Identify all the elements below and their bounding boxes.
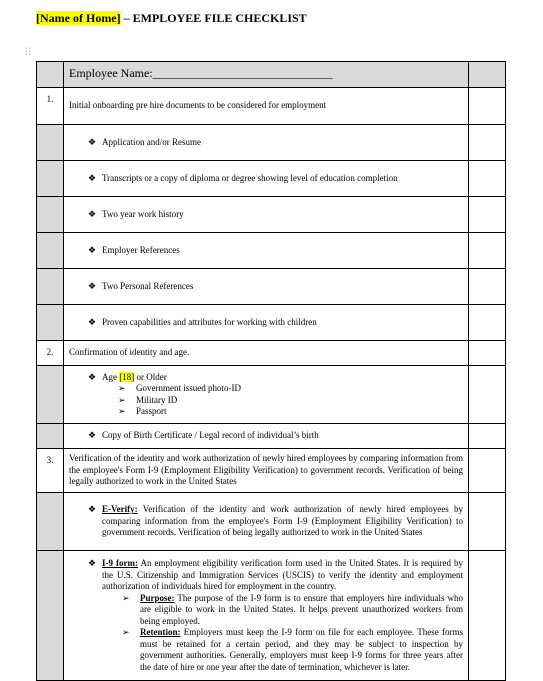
- sub-item-text: Passport: [136, 406, 167, 416]
- check-cell[interactable]: [469, 366, 506, 424]
- check-cell[interactable]: [469, 161, 506, 197]
- diamond-bullet-icon: ❖: [88, 280, 97, 291]
- list-item: [64, 366, 469, 424]
- retention-item: [140, 627, 463, 673]
- number-cell: [37, 269, 64, 305]
- check-cell[interactable]: [469, 449, 506, 493]
- diamond-bullet-icon: ❖: [88, 316, 97, 327]
- purpose-item: [140, 593, 463, 628]
- table-row: [37, 269, 506, 305]
- age-suffix: or Older: [134, 371, 167, 382]
- table-row: [37, 62, 506, 88]
- sub-item-text: Military ID: [136, 394, 178, 405]
- number-cell: [37, 125, 64, 161]
- diamond-bullet-icon: ❖: [88, 172, 97, 183]
- diamond-bullet-icon: ❖: [88, 136, 97, 147]
- table-row: [37, 551, 506, 681]
- section-heading-text: Confirmation of identity and age.: [69, 347, 190, 358]
- header-number-cell: [37, 62, 64, 88]
- table-row: [37, 161, 506, 197]
- table-drag-handle-icon[interactable]: ⠿: [23, 47, 33, 59]
- check-cell[interactable]: [469, 233, 506, 269]
- arrow-bullet-icon: ➢: [118, 383, 126, 393]
- arrow-bullet-icon: ➢: [122, 592, 130, 603]
- item-text: Two year work history: [102, 208, 184, 219]
- section-heading-text: Initial onboarding pre hire documents to be considered for employment: [69, 100, 327, 111]
- age-item: [102, 372, 463, 384]
- i9-text: An employment eligibility verification form used in the United States. It is required by the U.S. Citizenship and Immigration Services (USCIS) to verify the identity and employment authorization of individuals hired for employment in the country.: [102, 558, 463, 591]
- everify-text: Verification of the identity and work authorization of newly hired employees by comparing information from the employee's Form I-9 (Employment Eligibility Verification) to government records. Verification of being legally authorized to work in the United States: [102, 504, 463, 538]
- title-text: – EMPLOYEE FILE CHECKLIST: [120, 11, 307, 25]
- table-row: [37, 88, 506, 125]
- purpose-label: Purpose:: [140, 592, 175, 603]
- everify-item: [102, 504, 463, 539]
- list-item: [64, 269, 469, 305]
- check-cell[interactable]: [469, 341, 506, 366]
- item-text: Proven capabilities and attributes for working with children: [102, 316, 317, 327]
- table-row: [37, 125, 506, 161]
- retention-label: Retention:: [140, 627, 181, 637]
- check-cell[interactable]: [469, 424, 506, 449]
- diamond-bullet-icon: ❖: [88, 244, 97, 255]
- number-cell: [37, 233, 64, 269]
- check-cell[interactable]: [469, 305, 506, 341]
- i9-label: I-9 form:: [102, 558, 139, 568]
- section-heading-text: Verification of the identity and work authorization of newly hired employees by comparing information from the employee's Form I-9 (Employment Eligibility Verification) to government records. Verification of being legally authorized to work in the United States: [69, 453, 463, 487]
- check-cell[interactable]: [469, 551, 506, 681]
- diamond-bullet-icon: ❖: [88, 371, 97, 382]
- list-item: [64, 197, 469, 233]
- i9-item: [102, 558, 463, 593]
- purpose-text: The purpose of the I-9 form is to ensure that employers hire individuals who are eligible to work in the United States. It helps prevent unauthorized workers from being employed.: [140, 592, 463, 626]
- number-cell: [37, 551, 64, 681]
- age-prefix: Age: [102, 371, 120, 382]
- table-row: [37, 493, 506, 551]
- section-number: 2.: [37, 341, 64, 366]
- number-cell: [37, 493, 64, 551]
- everify-label: E-Verify:: [102, 504, 138, 515]
- item-text: Two Personal References: [102, 280, 194, 291]
- list-item: [64, 493, 469, 551]
- number-cell: [37, 305, 64, 341]
- list-item: [64, 161, 469, 197]
- table-row: [37, 233, 506, 269]
- number-cell: [37, 161, 64, 197]
- list-item: [64, 551, 469, 681]
- arrow-bullet-icon: ➢: [118, 406, 126, 416]
- number-cell: [37, 197, 64, 233]
- item-text: Employer References: [102, 244, 180, 255]
- header-check-cell[interactable]: [469, 62, 506, 88]
- table-row: [37, 449, 506, 493]
- list-item: [64, 233, 469, 269]
- sub-item-text: Government issued photo-ID: [136, 383, 241, 393]
- arrow-bullet-icon: ➢: [118, 394, 126, 405]
- section-heading: [64, 449, 469, 493]
- item-text: Copy of Birth Certificate / Legal record of individual’s birth: [102, 430, 319, 441]
- employee-name-field[interactable]: Employee Name:______________________________: [69, 66, 333, 81]
- number-cell: [37, 424, 64, 449]
- employee-name-cell[interactable]: [64, 62, 469, 88]
- section-number: 3.: [37, 449, 64, 493]
- age-placeholder[interactable]: [18]: [119, 371, 135, 382]
- item-text: Transcripts or a copy of diploma or degree showing level of education completion: [102, 172, 398, 183]
- home-name-placeholder[interactable]: [Name of Home]: [36, 11, 121, 25]
- check-cell[interactable]: [469, 493, 506, 551]
- list-item: [64, 305, 469, 341]
- table-row: [37, 197, 506, 233]
- diamond-bullet-icon: ❖: [88, 430, 97, 441]
- check-cell[interactable]: [469, 269, 506, 305]
- check-cell[interactable]: [469, 88, 506, 125]
- document-title: [36, 11, 307, 26]
- list-item: [64, 424, 469, 449]
- retention-text: Employers must keep the I-9 form on file for each employee. These forms must be retained for a certain period, and they may be subject to inspection by government authorities. Generally, employers must keep I-9 forms for three years after the date of hire or one year after the date of termination, whichever is later.: [140, 627, 463, 672]
- table-row: [37, 366, 506, 424]
- section-number: 1.: [37, 88, 64, 125]
- section-heading: [64, 341, 469, 366]
- list-item: [64, 125, 469, 161]
- diamond-bullet-icon: ❖: [88, 504, 97, 515]
- number-cell: [37, 366, 64, 424]
- arrow-bullet-icon: ➢: [122, 627, 130, 637]
- table-row: [37, 305, 506, 341]
- item-text: Application and/or Resume: [102, 136, 201, 147]
- check-cell[interactable]: [469, 125, 506, 161]
- table-row: [37, 424, 506, 449]
- employee-file-checklist-table: [36, 61, 506, 681]
- section-heading: [64, 88, 469, 125]
- diamond-bullet-icon: ❖: [88, 558, 97, 568]
- table-row: [37, 341, 506, 366]
- diamond-bullet-icon: ❖: [88, 208, 97, 219]
- check-cell[interactable]: [469, 197, 506, 233]
